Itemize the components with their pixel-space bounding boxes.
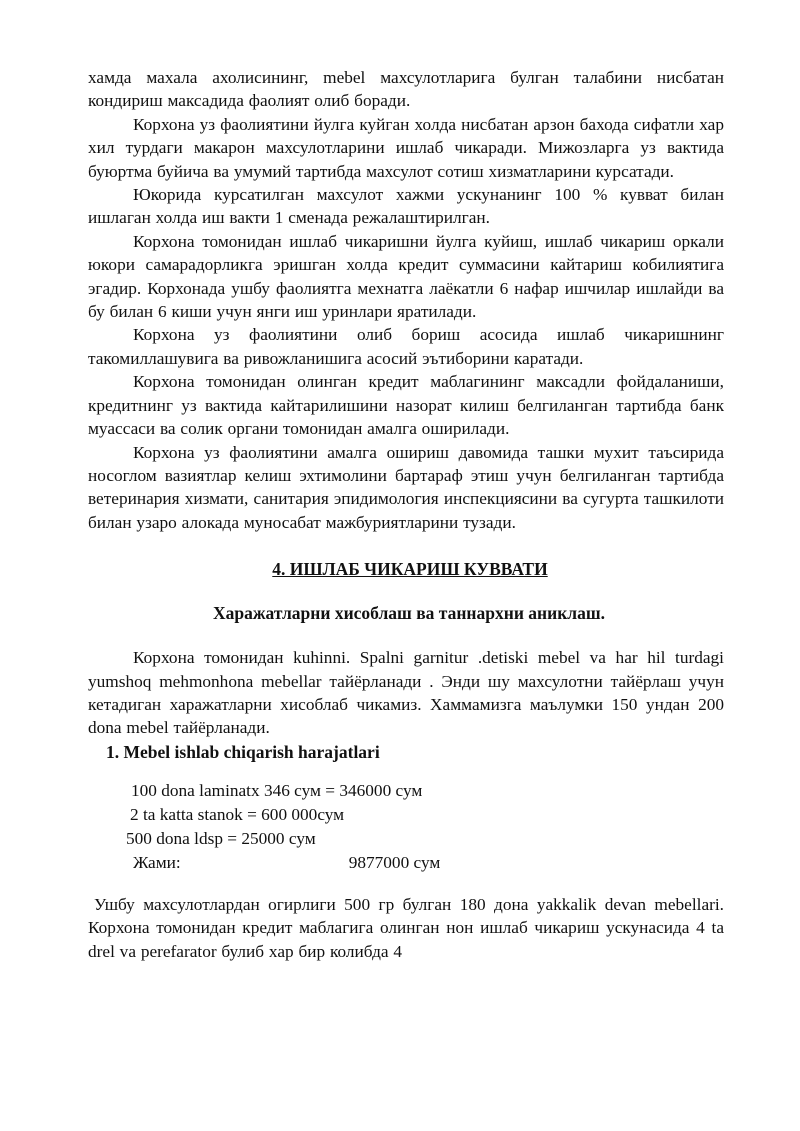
cost-list xyxy=(88,779,724,875)
document-page xyxy=(88,66,724,963)
cost-line-ldsp: 500 dona ldsp = 25000 сум xyxy=(126,828,316,848)
section-heading: Харажатларни хисоблаш ва таннархни аниклаш. xyxy=(212,603,606,624)
cost-total-label: Жами: xyxy=(133,852,181,872)
paragraph-6: Корхона томонидан олинган кредит маблагининг максадли фойдаланиши, кредитнинг уз вактида кайтарилишини назорат килиш белгиланган тартибда банк муассаси ва солик органи томонидан амалга оширилади. xyxy=(88,372,724,439)
paragraph-8: Корхона томонидан kuhinni. Spalni garnitur .detiski mebel va har hil turdagi yumshoq mehmonhona mebellar тайёрланади . Энди шу махсулотни тайёрлаш учун кетадиган харажатларни хисоблаб чикамиз. Хаммамизга маълумки 150 ундан 200 dona mebel тайёрланади. xyxy=(88,648,724,738)
paragraph-1: хамда махала ахолисининг, mebel махсулотларига булган талабини нисбатан кондириш максадида фаолият олиб боради. xyxy=(88,68,724,111)
paragraph-2: Корхона уз фаолиятини йулга куйган холда нисбатан арзон бахода сифатли хар хил турдаги макарон махсулотларини ишлаб чикаради. Мижозларга уз вактида буюртма буйича ва умумий тартибда махсулот сотиш хизматларини курсатади. xyxy=(88,114,724,181)
paragraph-7: Корхона уз фаолиятини амалга ошириш давомида ташки мухит таъсирида носоглом вазиятлар келиш эхтимолини бартараф этиш учун белгиланган тартибда ветеринария хизмати, санитария эпидимология инспекциясини ва сугурта ташкилоти билан узаро алокада муносабат мажбуриятларини тузади. xyxy=(88,442,724,532)
paragraph-9: Ушбу махсулотлардан огирлиги 500 гр булган 180 дона yakkalik devan mebellari. Корхона томонидан кредит маблагига олинган нон ишлаб чикариш ускунасида 4 ta drel va perefarator булиб хар бир колибда 4 xyxy=(88,894,724,961)
cost-total-row xyxy=(88,851,724,875)
paragraph-5: Корхона уз фаолиятини олиб бориш асосида ишлаб чикаришнинг такомиллашувига ва ривожланишига асосий эътиборини каратади. xyxy=(88,325,724,368)
cost-line-laminate: 100 dona laminatx 346 сум = 346000 сум xyxy=(131,780,423,800)
paragraph-3: Юкорида курсатилган махсулот хажми ускунанинг 100 % кувват билан ишлаган холда иш вакти 1 сменада режалаштирилган. xyxy=(88,185,724,228)
cost-total-value: 9877000 сум xyxy=(348,852,441,872)
chapter-heading: 4. ИШЛАБ ЧИКАРИШ КУВВАТИ xyxy=(272,559,548,580)
paragraph-4: Корхона томонидан ишлаб чикаришни йулга куйиш, ишлаб чикариш оркали юкори самарадорликга эришган холда кредит суммасини кайтариш кобилиятига эгадир. Корхонада ушбу фаолиятга мехнатга лаёкатли 6 нафар ишчилар ишлайди ва бу билан 6 киши учун янги иш уринлари яратилади. xyxy=(88,231,724,322)
cost-line-stanok: 2 ta katta stanok = 600 000сум xyxy=(130,804,345,824)
cost-list-title: 1. Mebel ishlab chiqarish harajatlari xyxy=(106,741,380,762)
